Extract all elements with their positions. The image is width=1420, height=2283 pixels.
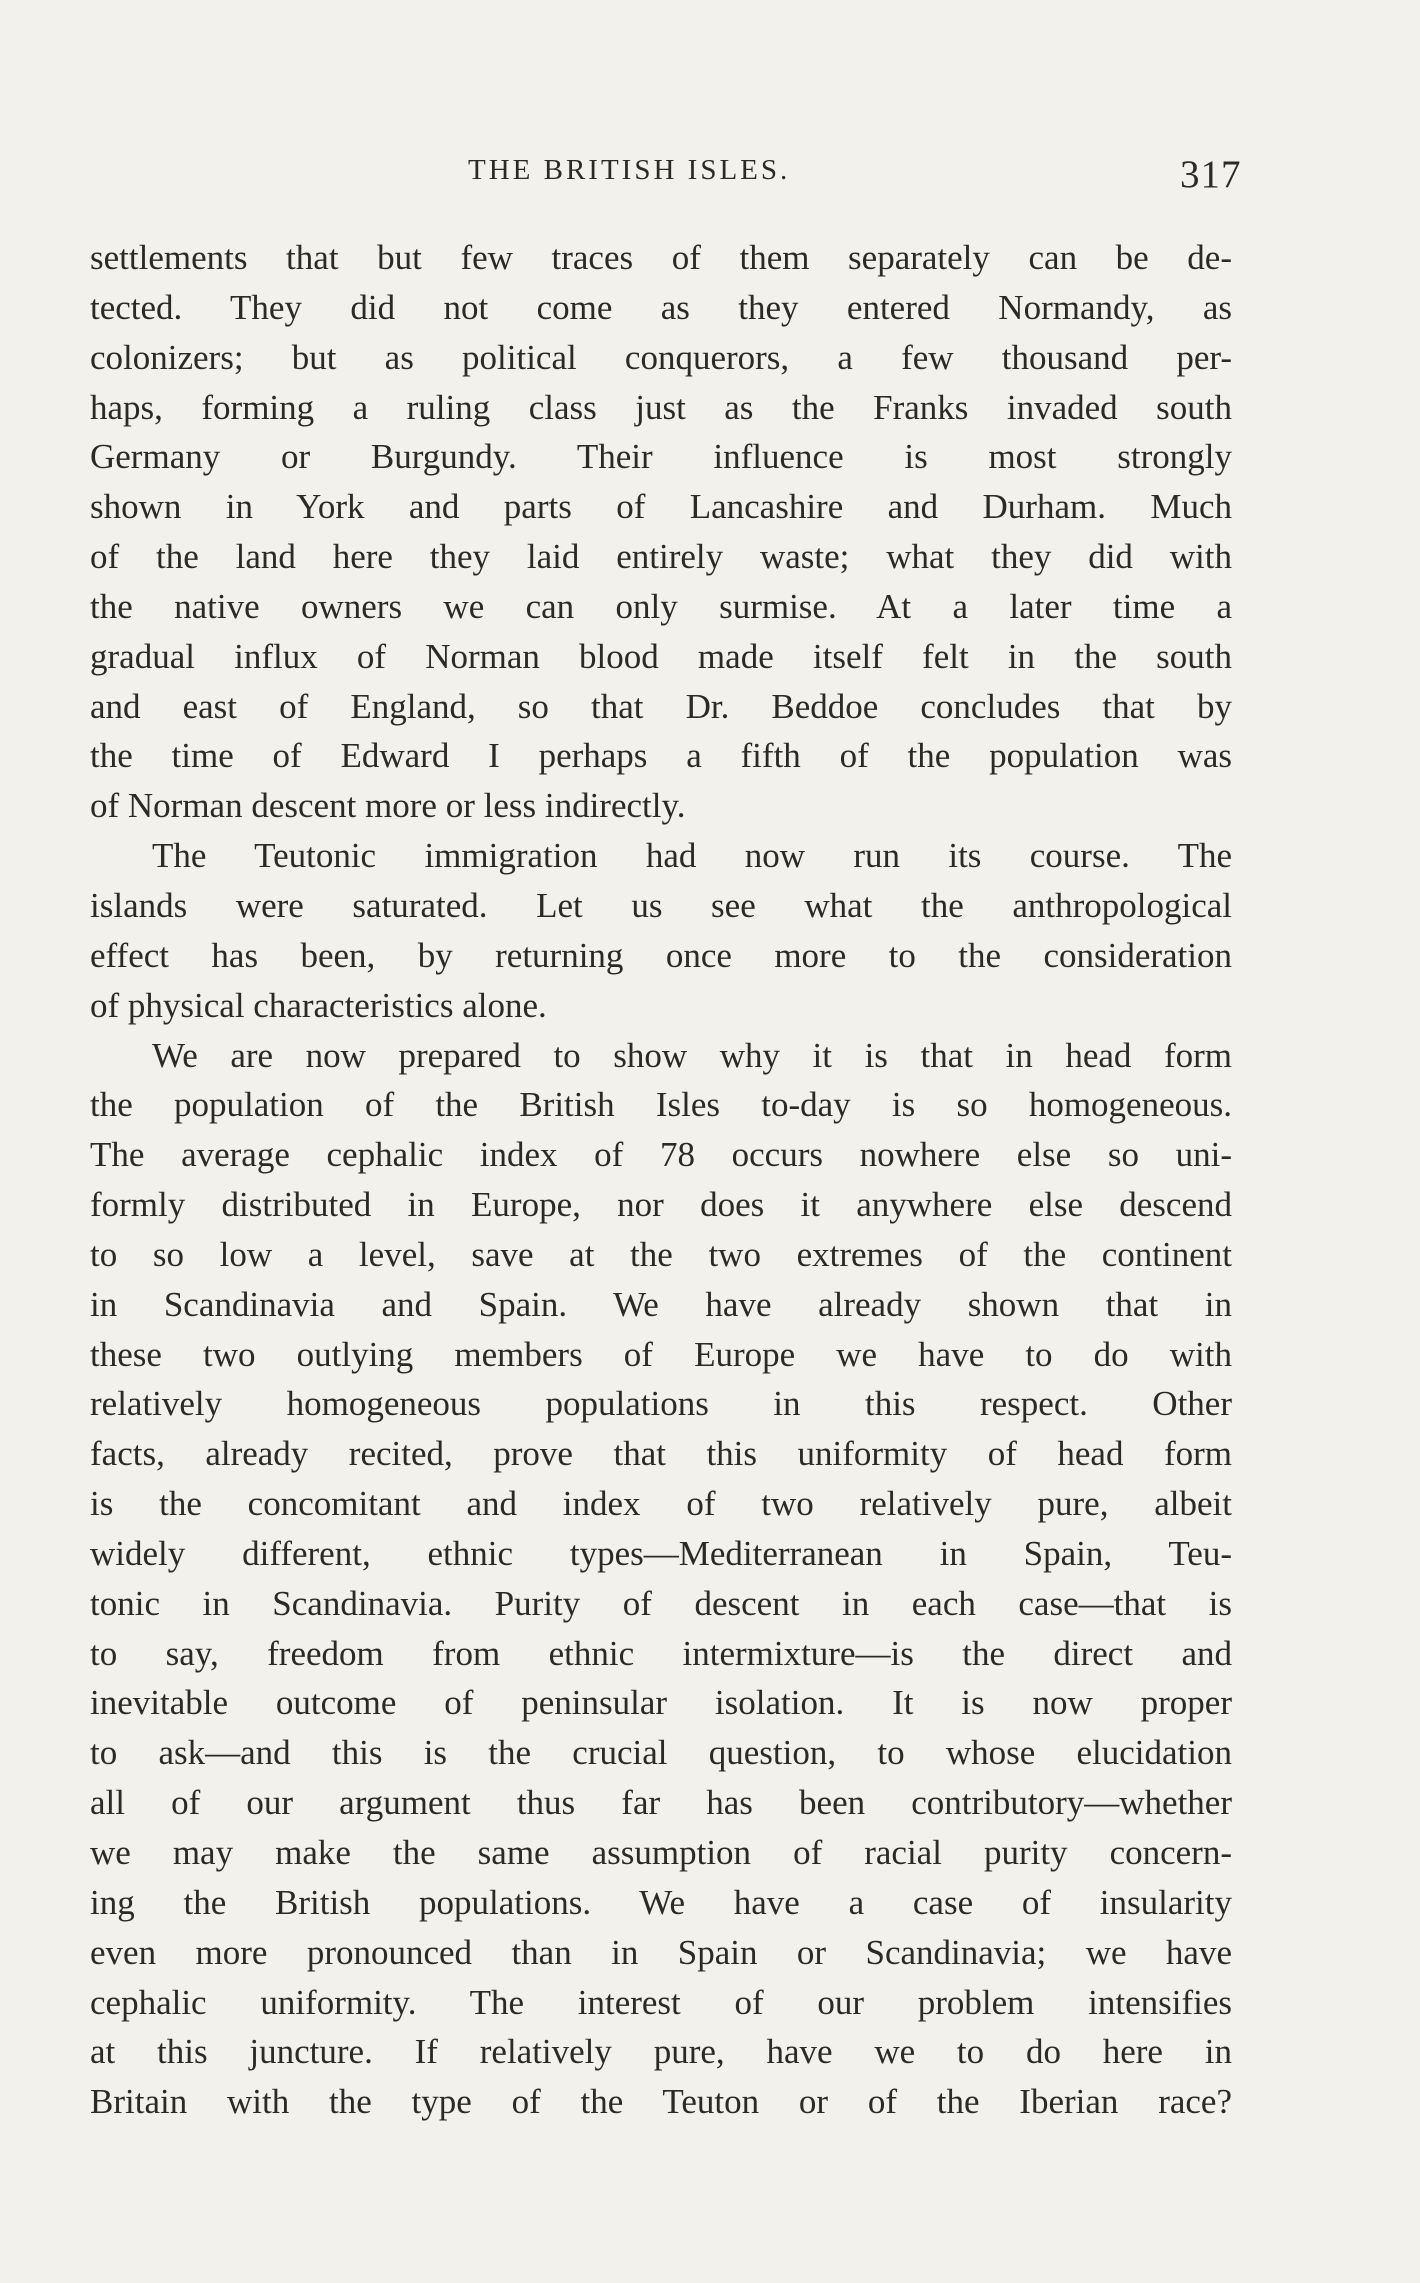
text-line: tonic in Scandinavia. Purity of descent in each case—that is [90, 1583, 1232, 1623]
running-head [0, 150, 1420, 196]
text-line: colonizers; but as political conquerors, a few thousand per- [90, 337, 1232, 377]
text-line: settlements that but few traces of them separately can be de- [90, 238, 1232, 277]
paragraph [90, 1031, 1232, 2128]
text-line: effect has been, by returning once more to the consideration [90, 935, 1232, 975]
text-line: inevitable outcome of peninsular isolation. It is now proper [90, 1683, 1232, 1723]
text-line: of physical characteristics alone. [90, 985, 547, 1025]
text-line: these two outlying members of Europe we have to do with [90, 1334, 1232, 1374]
paragraph [90, 831, 1232, 1030]
text-line: relatively homogeneous populations in this respect. Other [90, 1384, 1232, 1424]
text-line: tected. They did not come as they entered Normandy, as [90, 287, 1232, 327]
text-line: haps, forming a ruling class just as the Franks invaded south [90, 387, 1232, 427]
text-line: The average cephalic index of 78 occurs nowhere else so uni- [90, 1135, 1232, 1175]
paragraph [90, 233, 1232, 831]
text-line: in Scandinavia and Spain. We have already shown that in [90, 1284, 1232, 1324]
text-line: all of our argument thus far has been contributory—whether [90, 1783, 1232, 1823]
text-line: widely different, ethnic types—Mediterranean in Spain, Teu- [90, 1533, 1232, 1573]
text-line: and east of England, so that Dr. Beddoe concludes that by [90, 686, 1232, 726]
text-line: the population of the British Isles to-day is so homogeneous. [90, 1085, 1232, 1125]
body-text [90, 233, 1232, 2127]
text-line: islands were saturated. Let us see what the anthropological [90, 885, 1232, 925]
text-line: We are now prepared to show why it is that in head form [152, 1035, 1232, 1075]
text-line: Germany or Burgundy. Their influence is most strongly [90, 437, 1232, 477]
running-title: THE BRITISH ISLES. [468, 154, 791, 186]
text-line: to ask—and this is the crucial question, to whose elucidation [90, 1733, 1232, 1773]
text-line: even more pronounced than in Spain or Scandinavia; we have [90, 1932, 1232, 1972]
text-line: the time of Edward I perhaps a fifth of the population was [90, 736, 1232, 776]
text-line: shown in York and parts of Lancashire and Durham. Much [90, 487, 1232, 527]
text-line: is the concomitant and index of two relatively pure, albeit [90, 1484, 1232, 1524]
text-line: of the land here they laid entirely waste; what they did with [90, 537, 1232, 577]
text-line: we may make the same assumption of racial purity concern- [90, 1833, 1232, 1872]
text-line: cephalic uniformity. The interest of our problem intensifies [90, 1982, 1232, 2022]
text-line: to say, freedom from ethnic intermixture—is the direct and [90, 1633, 1232, 1673]
text-line: The Teutonic immigration had now run its course. The [152, 836, 1232, 876]
text-line: of Norman descent more or less indirectly. [90, 786, 686, 826]
text-line: at this juncture. If relatively pure, have we to do here in [90, 2032, 1232, 2072]
text-line: ing the British populations. We have a case of insularity [90, 1882, 1232, 1922]
text-line: formly distributed in Europe, nor does it anywhere else descend [90, 1185, 1232, 1225]
page-number: 317 [1180, 153, 1242, 196]
text-line: Britain with the type of the Teuton or of the Iberian race? [90, 2082, 1232, 2122]
text-line: the native owners we can only surmise. At a later time a [90, 586, 1232, 626]
text-line: to so low a level, save at the two extremes of the continent [90, 1234, 1232, 1274]
text-line: facts, already recited, prove that this uniformity of head form [90, 1434, 1232, 1474]
text-line: gradual influx of Norman blood made itself felt in the south [90, 636, 1232, 676]
